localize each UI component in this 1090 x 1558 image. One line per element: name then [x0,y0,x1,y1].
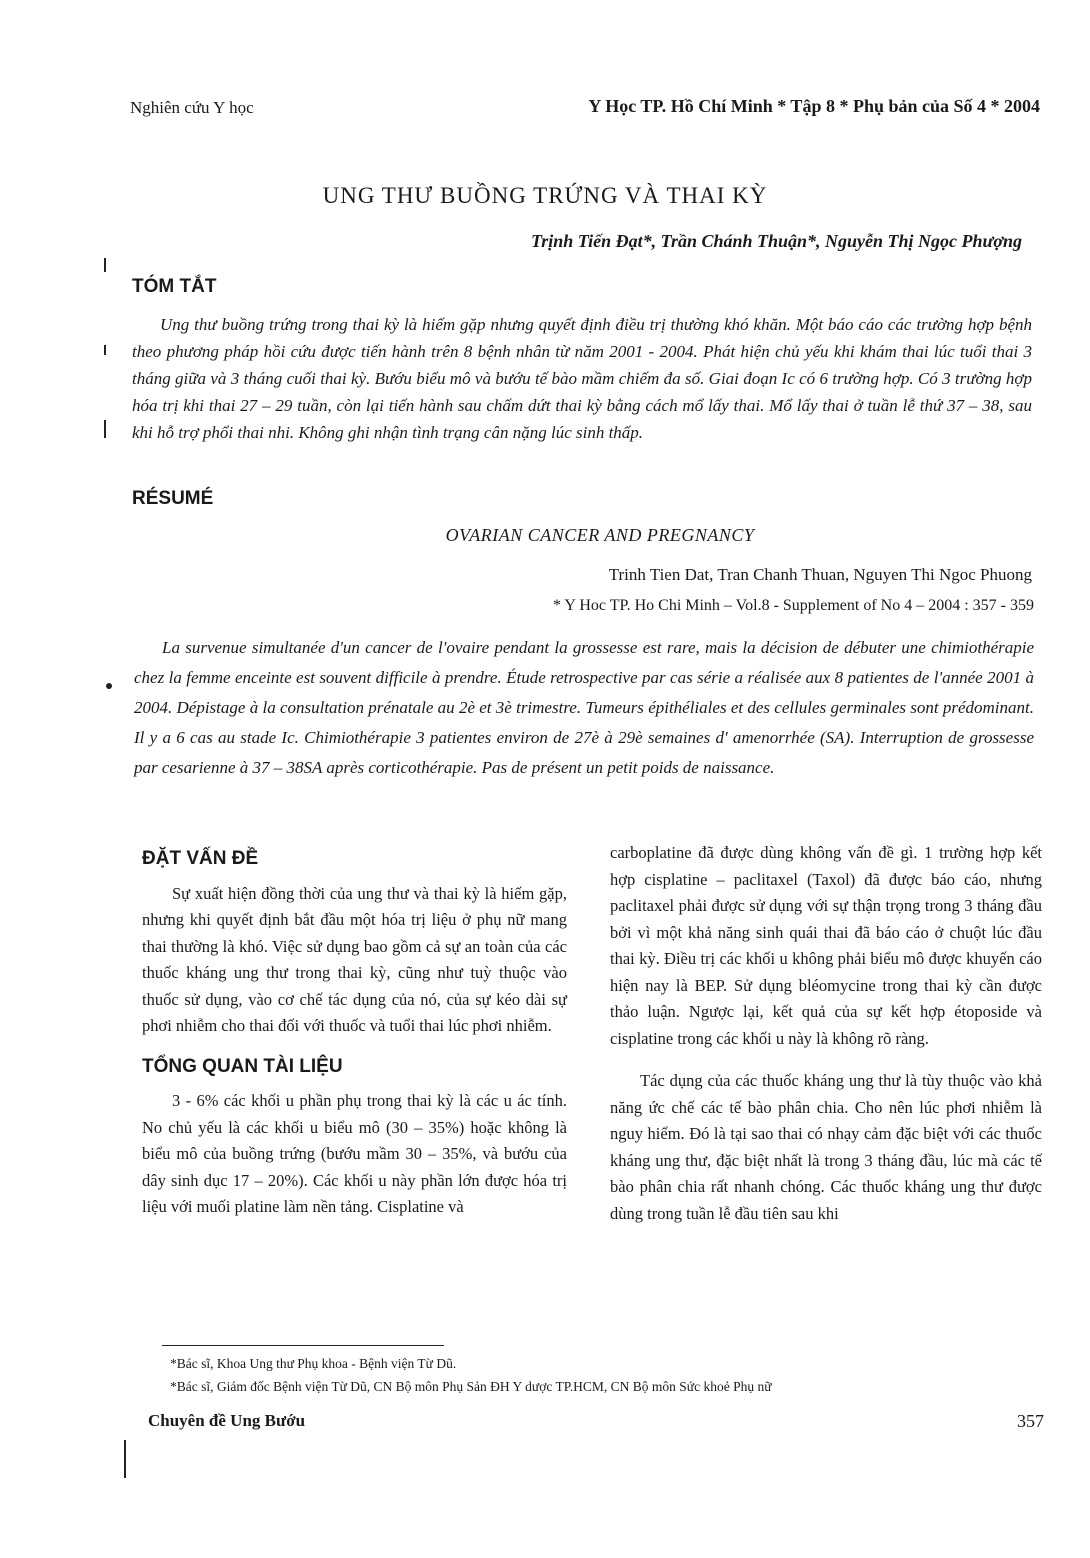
tongquan-heading: TỔNG QUAN TÀI LIỆU [142,1055,343,1077]
scan-mark [104,420,106,438]
scan-mark [124,1440,126,1478]
footnote-2: *Bác sĩ, Giám đốc Bệnh viện Từ Dũ, CN Bộ môn Phụ Sản ĐH Y dược TP.HCM, CN Bộ môn Sức khoẻ Phụ nữ [170,1379,772,1394]
right-paragraph-1: carboplatine đã được dùng không vấn đề gì. 1 trường hợp kết hợp cisplatine – paclitaxel (Taxol) đã được báo cáo, nhưng paclitaxel phải được sử dụng với sự thận trọng trong 3 tháng đầu bởi vì một khả năng sinh quái thai đã báo cáo ở chuột lúc đầu thai kỳ. Điều trị các khối u không phải biểu mô được khuyến cáo hiện nay là BEP. Sử dụng bléomycine trong thai kỳ cần được thảo luận. Ngược lại, kết quả của sự kết hợp étoposide và cisplatine trong các khối u này là không rõ ràng. [610,843,1042,1048]
scan-mark [104,345,106,355]
running-header-left: Nghiên cứu Y học [130,98,254,117]
footnote-1: *Bác sĩ, Khoa Ung thư Phụ khoa - Bệnh viện Từ Dũ. [170,1356,457,1371]
right-column [610,840,1042,1227]
article-title: UNG THƯ BUỒNG TRỨNG VÀ THAI KỲ [322,183,768,208]
tomtat-heading: TÓM TẮT [132,276,217,297]
datvande-heading: ĐẶT VẤN ĐỀ [142,848,259,869]
tomtat-text: Ung thư buồng trứng trong thai kỳ là hiếm gặp nhưng quyết định điều trị thường khó khăn. Một báo cáo các trường hợp bệnh theo phương pháp hồi cứu được tiến hành trên 8 bệnh nhân từ năm 2001 - 2004. Phát hiện chủ yếu khi khám thai lúc tuổi thai 3 tháng giữa và 3 tháng cuối thai kỳ. Bướu biểu mô và bướu tế bào mầm chiếm đa số. Giai đoạn Ic có 6 trường hợp. Có 3 trường hợp hóa trị khi thai 27 – 29 tuần, còn lại tiến hành sau chấm dứt thai kỳ bằng cách mổ lấy thai. Mổ lấy thai ở tuần lễ thứ 37 – 38, sau khi hỗ trợ phổi thai nhi. Không ghi nhận tình trạng cân nặng lúc sinh thấp. [132,315,1032,442]
left-column [142,846,567,1221]
authors-english: Trinh Tien Dat, Tran Chanh Thuan, Nguyen Thi Ngoc Phuong [608,565,1032,584]
authors-vietnamese: Trịnh Tiến Đạt*, Trần Chánh Thuận*, Nguyễn Thị Ngọc Phượng [530,231,1022,251]
right-paragraph-2: Tác dụng của các thuốc kháng ung thư là tùy thuộc vào khả năng ức chế các tế bào phân chia. Cho nên lúc phơi nhiễm là nguy hiểm. Đó là tại sao thai có nhạy cảm đặc biệt với các thuốc kháng ung thư, đặc biệt nhất là trong 3 tháng đầu, lúc mà các tế bào phân chia rất nhanh chóng. Các thuốc kháng ung thư được dùng trong tuần lễ đầu tiên sau khi [610,1071,1042,1223]
page-number: 357 [1017,1411,1044,1431]
citation: * Y Hoc TP. Ho Chi Minh – Vol.8 - Supplement of No 4 – 2004 : 357 - 359 [552,597,1034,614]
resume-heading: RÉSUMÉ [132,488,214,509]
footnote-rule [162,1345,444,1346]
tongquan-paragraph: 3 - 6% các khối u phần phụ trong thai kỳ là các u ác tính. No chủ yếu là các khối u biểu mô (30 – 35%) hoặc không là biểu mô của buồng trứng (bướu mầm 30 – 35%, và bướu của dây sinh dục 17 – 20%). Các khối u này phần lớn được hóa trị liệu với muối platine làm nền tảng. Cisplatine và [142,1091,567,1216]
datvande-paragraph: Sự xuất hiện đồng thời của ung thư và thai kỳ là hiếm gặp, nhưng khi quyết định bắt đầu một hóa trị liệu ở phụ nữ mang thai thường là khó. Việc sử dụng bao gồm cả sự an toàn của các thuốc kháng ung thư trong thai kỳ, cũng như tuỳ thuộc vào thuốc sử dụng, vào cơ chế tác dụng của nó, của sự kéo dài sự phơi nhiễm cho thai đối với thuốc và tuổi thai lúc phơi nhiễm. [142,883,567,1035]
footer-section-name: Chuyên đề Ung Bướu [148,1411,306,1430]
running-header-right: Y Học TP. Hồ Chí Minh * Tập 8 * Phụ bản của Số 4 * 2004 [588,96,1040,116]
english-title: OVARIAN CANCER AND PREGNANCY [445,525,755,545]
scan-dot [106,683,112,689]
resume-text: La survenue simultanée d'un cancer de l'ovaire pendant la grossesse est rare, mais la décision de débuter une chimiothérapie chez la femme enceinte est souvent difficile à prendre. Étude retrospective par cas série a réalisée aux 8 patientes de l'année 2001 à 2004. Dépistage à la consultation prénatale au 2è et 3è trimestre. Tumeurs épithéliales et des cellules germinales sont prédominant. Il y a 6 cas au stade Ic. Chimiothérapie 3 patientes environ de 27è à 29è semaines d' amenorrhée (SA). Interruption de grossesse par cesarienne à 37 – 38SA après corticothérapie. Pas de présent un petit poids de naissance. [134,638,1034,777]
scan-mark [104,258,106,272]
